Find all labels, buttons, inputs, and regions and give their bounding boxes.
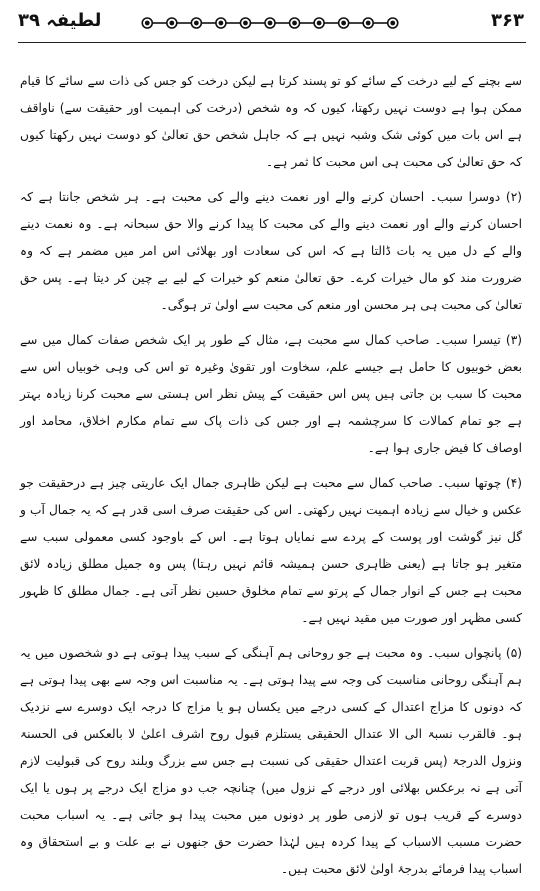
paragraph-2: (۲) دوسرا سبب۔ احسان کرنے والے اور نعمت دینے والے کی محبت ہے۔ ہر شخص جانتا ہے کہ احسان کرنے والے اور نعمت دینے والے کی محبت کا پیدا کرنے والا حق سبحانہ ہے۔ وہ نعمت دینے والے کے دل میں یہ بات ڈالتا ہے کہ اس کی سعادت اور بھلائی اس امر میں مضمر ہے کہ وہ ضرورت مند کو مال خیرات کرے۔ حق تعالیٰ منعم کو خیرات کے لیے بے چین کر دیتا ہے۔ پس حق تعالیٰ کی محبت ہی ہر محسن اور منعم کی محبت سے اولیٰ تر ہوگی۔ — [20, 190, 522, 312]
body-text — [20, 68, 522, 891]
paragraph-3: (۳) تیسرا سبب۔ صاحب کمال سے محبت ہے، مثال کے طور پر ایک شخص صفات کمال میں سے بعض خوبیوں کا حامل ہے جیسے علم، سخاوت اور تقویٰ وغیرہ تو اس کی وہی خوبیاں اس سے محبت کا سبب بن جاتی ہیں پس اس حقیقت کے پیش نظر اس ہستی سے محبت کرنا زیادہ بہتر ہے جو تمام کمالات کا سرچشمہ ہے اور جس کی ذات پاک سے تمام مکارم اخلاق، محامد اور اوصاف کا فیض جاری ہوا ہے۔ — [20, 333, 522, 455]
paragraph-4: (۴) چوتھا سبب۔ صاحب کمال سے محبت ہے لیکن ظاہری جمال ایک عاریتی چیز ہے درحقیقت جو عکس و خیال سے زیادہ اہمیت نہیں رکھتی۔ اس کی حقیقت صرف اسی قدر ہے کہ یہ جمال آب و گل نیز گوشت اور پوست کے پردے سے نمایاں ہوتا ہے۔ اس کے باوجود کسی معمولی سبب سے متغیر ہو جاتا ہے (یعنی ظاہری حسن ہمیشہ قائم نہیں رہتا) پس وہ جمیل مطلق زیادہ لائق محبت ہے جس کے انوار جمال کے پرتو سے تمام مخلوق حسین نظر آتی ہے۔ جمال مطلق کا ظہور کسی مظہر اور صورت میں مقید نہیں ہے۔ — [20, 476, 522, 625]
page-number: ۳۶۳ — [491, 10, 524, 31]
paragraph-5: (۵) پانچواں سبب۔ وہ محبت ہے جو روحانی ہم آہنگی کے سبب پیدا ہوتی ہے دو شخصوں میں یہ ہم آہنگی روحانی مناسبت کی وجہ سے پیدا ہوتی ہے۔ یہ مناسبت اس وجہ سے بھی پیدا ہوتی ہے کہ دونوں کا مزاج اعتدال کے کسی درجے میں یکساں ہو یا مزاج کا درجہ ایک دوسرے سے نزدیک ہو۔ فالقرب نسبۃ الی الا عتدال الحقیقی یستلزم قبول روح اشرف اعلیٰ لا بالعکس فی الحسنۃ ونزول الدرجۃ (پس قربت اعتدال حقیقی کی نسبت ہے جس سے بزرگ وبلند روح کی قبولیت لازم آتی ہے نہ برعکس بھلائی اور درجے کے نزول میں) چنانچہ جب دو مزاج ایک درجے پر ہوں یا ایک دوسرے کے قریب ہوں تو لازمی طور پر دونوں میں محبت پیدا ہو جاتی ہے۔ یہ اسباب محبت حضرت مسبب الاسباب کے پیدا کردہ ہیں لہٰذا حضرت حق جنھوں نے بے علت و بے استحقاق وہ اسباب پیدا فرمائے بدرجۂ اولیٰ لائق محبت ہیں۔ — [20, 646, 522, 876]
chapter-title: لطیفہ ۳۹ — [18, 10, 102, 31]
header-divider — [18, 42, 526, 43]
decorative-ornament-icon — [135, 16, 405, 30]
paragraph-1: سے بچنے کے لیے درخت کے سائے کو تو پسند کرتا ہے لیکن درخت کو جس کی ذات سے سائے کا قیام ممکن ہوا ہے دوست نہیں رکھتا، کیوں کہ وہ شخص (درخت کی اہمیت اور حقیقت سے) ناواقف ہے اس بات میں کوئی شک وشبہ نہیں ہے کہ جاہل شخص حق تعالیٰ کو دوست نہیں رکھتا کیوں کہ حق تعالیٰ کی محبت ہی اس محبت کا ثمر ہے۔ — [20, 74, 522, 169]
page-header — [0, 6, 540, 38]
